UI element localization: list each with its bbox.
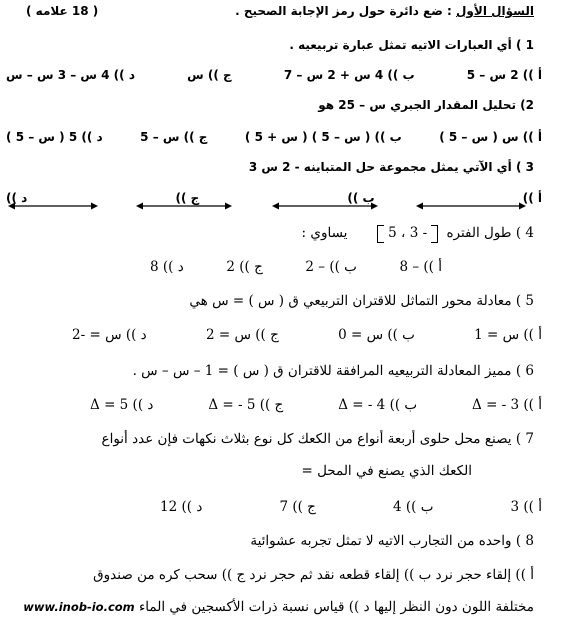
question-instruction: : ضع دائرة حول رمز الإجابة الصحيح . [235, 4, 452, 18]
q2-option-b[interactable]: ب )) ( س – 5 ) ( س + 5 ) [244, 130, 402, 144]
q8-options-line2 [6, 598, 534, 616]
q1-option-c[interactable]: ج )) س [187, 68, 232, 82]
q8-option-text[interactable]: مختلفة اللون دون النظر إليها د )) قياس نسبة ذرات الأكسجين في الماء [138, 599, 534, 615]
q6-option-c[interactable]: ج )) Δ = - 5 [208, 397, 284, 413]
interval-bracket-left [377, 225, 384, 243]
q3-stem: 3 ) أي الآتي يمثل مجموعة حل المتباينه - 2 س 3 [248, 160, 534, 174]
q7-option-a[interactable]: أ )) 3 [510, 499, 542, 515]
q5-stem: 5 ) معادلة محور التماثل للاقتران التربيعي ق ( س ) = س هي [189, 293, 534, 309]
q8-stem: 8 ) واحده من التجارب الاتيه لا تمثل تجربه عشوائية [250, 533, 534, 549]
q3-option-a[interactable]: أ )) [522, 191, 542, 205]
q1-option-d[interactable]: د )) 4 س – 3 س – س [6, 68, 135, 82]
q2-option-d[interactable]: د )) 5 ( س – 5 ) [6, 130, 103, 144]
q4-option-d[interactable]: د )) 8 [150, 259, 184, 275]
q2-option-c[interactable]: ج )) س – 5 [140, 130, 208, 144]
q7-options [160, 498, 542, 516]
q2-options [6, 128, 542, 146]
website-watermark: www.inob-io.com [23, 600, 135, 614]
q4-option-b[interactable]: ب )) – 2 [305, 259, 357, 275]
q5-option-b[interactable]: ب )) س = 0 [338, 327, 415, 343]
q4-interval: - 3 ، 5 [388, 225, 428, 241]
q3-option-c[interactable]: ج )) [175, 191, 200, 205]
q5-option-a[interactable]: أ )) س = 1 [474, 327, 542, 343]
q6-stem: 6 ) مميز المعادلة التربيعيه المرافقة للاقتران ق ( س ) = 1 – س – س . [132, 363, 534, 379]
q6-option-b[interactable]: ب )) Δ = - 4 [338, 397, 418, 413]
q6-options [90, 396, 542, 414]
q1-options [6, 66, 542, 84]
q5-options [72, 326, 542, 344]
interval-bracket-right [431, 225, 438, 243]
q7-option-c[interactable]: ج )) 7 [279, 499, 316, 515]
q4-stem-a: 4 ) طول الفتره [446, 225, 534, 241]
q5-option-d[interactable]: د )) س = -2 [72, 327, 147, 343]
q2-option-a[interactable]: أ )) س ( س – 5 ) [439, 130, 542, 144]
q4-stem-b: يساوي : [301, 225, 348, 241]
q2-stem: 2) تحليل المقدار الجبري س – 25 هو [318, 98, 534, 112]
q4-option-a[interactable]: أ )) – 8 [399, 259, 442, 275]
q1-option-b[interactable]: ب )) 4 س + 2 س – 7 [283, 68, 415, 82]
q7-option-b[interactable]: ب )) 4 [393, 499, 434, 515]
q7-stem-line2: الكعك الذي يصنع في المحل = [301, 463, 472, 479]
question-title [235, 4, 534, 18]
q3-options [6, 191, 542, 205]
q7-option-d[interactable]: د )) 12 [160, 499, 203, 515]
q1-stem: 1 ) أي العبارات الاتيه تمثل عبارة تربيعيه . [289, 38, 534, 52]
q1-option-a[interactable]: أ )) 2 س – 5 [466, 68, 542, 82]
question-label: السؤال الأول [456, 4, 534, 18]
q4-stem [6, 224, 534, 243]
q3-option-d[interactable]: د )) [6, 191, 28, 205]
q7-stem-line1: 7 ) يصنع محل حلوى أربعة أنواع من الكعك كل نوع بثلاث نكهات فإن عدد أنواع [101, 431, 534, 447]
q3-option-b[interactable]: ب )) [347, 191, 375, 205]
q4-option-c[interactable]: ج )) 2 [226, 259, 263, 275]
q4-options [150, 258, 442, 276]
q6-option-d[interactable]: د )) Δ = 5 [90, 397, 154, 413]
marks-badge: ( 18 علامه ) [26, 4, 99, 18]
q8-options-line[interactable]: أ )) إلقاء حجر نرد ب )) إلقاء قطعه نقد ثم حجر نرد ج )) سحب كره من صندوق [93, 567, 534, 583]
q6-option-a[interactable]: أ )) Δ = - 3 [472, 397, 542, 413]
q5-option-c[interactable]: ج )) س = 2 [205, 327, 279, 343]
